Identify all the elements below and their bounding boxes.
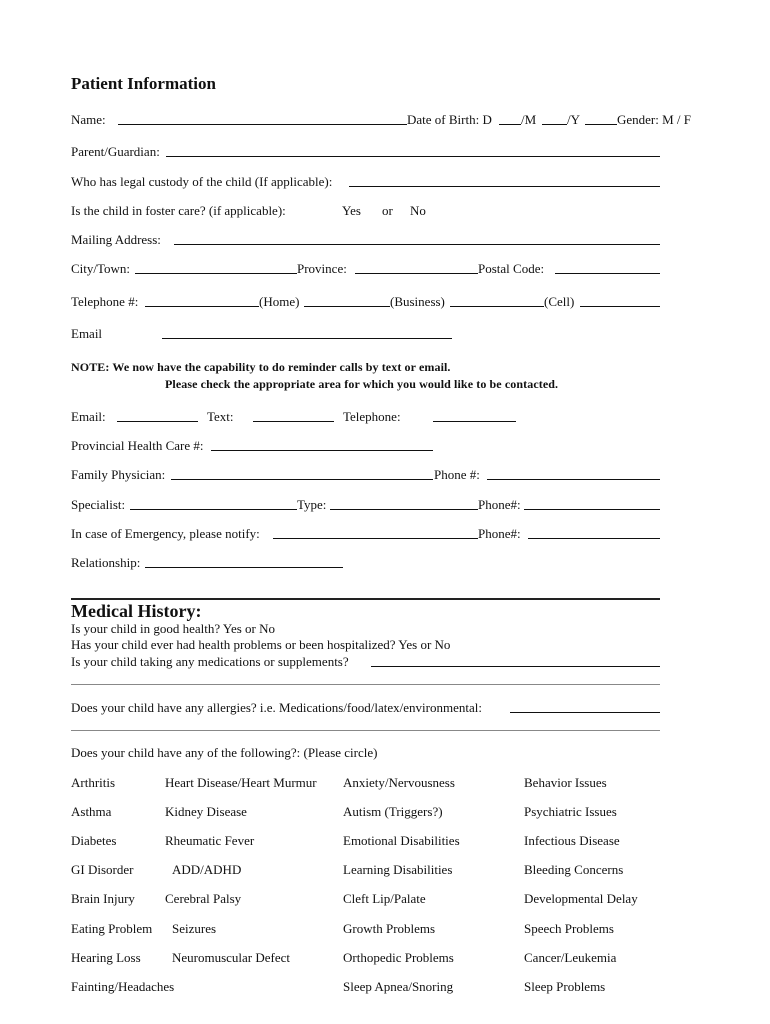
condition-item[interactable]: Neuromuscular Defect [172,950,291,965]
foster-no-option[interactable]: No [410,203,426,218]
note-line-2: Please check the appropriate area for which you would like to be contacted. [165,377,559,391]
condition-item[interactable]: Learning Disabilities [343,862,453,877]
good-health-question[interactable]: Is your child in good health? Yes or No [71,621,276,636]
conditions-question: Does your child have any of the following?: (Please circle) [71,745,378,760]
condition-item[interactable]: Emotional Disabilities [343,833,460,848]
specialist-field[interactable] [130,497,297,510]
condition-item[interactable]: Orthopedic Problems [343,950,454,965]
condition-item[interactable]: Arthritis [71,775,116,790]
specialist-phone-field[interactable] [524,497,660,510]
condition-item[interactable]: Brain Injury [71,891,135,906]
condition-item[interactable]: Cerebral Palsy [165,891,242,906]
relationship-label: Relationship: [71,555,141,570]
condition-item[interactable]: Fainting/Headaches [71,979,175,994]
condition-item[interactable]: Kidney Disease [165,804,247,819]
cell-extra-field[interactable] [580,294,660,307]
relationship-field[interactable] [145,555,343,568]
postal-field[interactable] [555,261,660,274]
medications-question: Is your child taking any medications or supplements? [71,654,349,669]
contact-text-checkbox[interactable] [253,409,334,422]
condition-item[interactable]: Anxiety/Nervousness [343,775,455,790]
contact-telephone-checkbox[interactable] [433,409,516,422]
physician-label: Family Physician: [71,467,166,482]
gender-label[interactable]: Gender: M / F [617,112,692,127]
mailing-field[interactable] [174,232,660,245]
mailing-label: Mailing Address: [71,232,161,247]
dob-month-field[interactable] [542,112,567,125]
condition-item[interactable]: Eating Problem [71,921,153,936]
condition-item[interactable]: Bleeding Concerns [524,862,624,877]
telephone-label: Telephone #: [71,294,139,309]
specialist-phone-label: Phone#: [478,497,521,512]
dob-month-label: /M [521,112,537,127]
condition-item[interactable]: Developmental Delay [524,891,638,906]
condition-item[interactable]: GI Disorder [71,862,134,877]
contact-telephone-label: Telephone: [343,409,401,424]
contact-email-checkbox[interactable] [117,409,198,422]
medications-extra-line[interactable] [71,684,660,685]
contact-email-label: Email: [71,409,106,424]
condition-item[interactable]: Speech Problems [524,921,614,936]
condition-item[interactable]: Infectious Disease [524,833,620,848]
condition-item[interactable]: Asthma [71,804,112,819]
condition-item[interactable]: Sleep Apnea/Snoring [343,979,454,994]
foster-yes-option[interactable]: Yes [342,203,361,218]
hospitalized-question[interactable]: Has your child ever had health problems or been hospitalized? Yes or No [71,637,451,652]
contact-text-label: Text: [207,409,234,424]
custody-field[interactable] [349,174,660,187]
guardian-field[interactable] [166,144,660,157]
emergency-phone-label: Phone#: [478,526,521,541]
emergency-phone-field[interactable] [528,526,660,539]
type-label: Type: [297,497,327,512]
cell-label: (Cell) [544,294,575,309]
page-title: Patient Information [71,74,216,93]
city-field[interactable] [135,261,297,274]
postal-label: Postal Code: [478,261,545,276]
name-row [71,112,106,128]
allergies-extra-line[interactable] [71,730,660,731]
dob-day-field[interactable] [499,112,521,125]
medications-field[interactable] [371,654,660,667]
province-label: Province: [297,261,347,276]
province-field[interactable] [355,261,478,274]
physician-field[interactable] [171,467,433,480]
condition-item[interactable]: Growth Problems [343,921,436,936]
condition-item[interactable]: Diabetes [71,833,117,848]
note-line-1: NOTE: We now have the capability to do reminder calls by text or email. [71,360,451,374]
city-label: City/Town: [71,261,131,276]
condition-item[interactable]: Seizures [172,921,217,936]
health-care-label: Provincial Health Care #: [71,438,204,453]
name-field[interactable] [118,112,407,125]
business-phone-field[interactable] [304,294,390,307]
condition-item[interactable]: Heart Disease/Heart Murmur [165,775,317,790]
allergies-question: Does your child have any allergies? i.e. Medications/food/latex/environmental: [71,700,482,715]
condition-item[interactable]: Psychiatric Issues [524,804,617,819]
health-care-field[interactable] [211,438,433,451]
dob-label: Date of Birth: D [407,112,492,127]
allergies-field[interactable] [510,700,660,713]
specialist-label: Specialist: [71,497,126,512]
physician-phone-field[interactable] [487,467,660,480]
home-phone-field[interactable] [145,294,259,307]
name-label: Name: [71,112,106,127]
condition-item[interactable]: Sleep Problems [524,979,606,994]
medical-history-title: Medical History: [71,601,202,621]
condition-item[interactable]: Hearing Loss [71,950,141,965]
physician-phone-label: Phone #: [434,467,480,482]
section-divider [71,598,660,600]
email-label: Email [71,326,103,341]
condition-item[interactable]: Cleft Lip/Palate [343,891,426,906]
custody-label: Who has legal custody of the child (If applicable): [71,174,333,189]
foster-label: Is the child in foster care? (if applicable): [71,203,286,218]
condition-item[interactable]: Behavior Issues [524,775,607,790]
business-label: (Business) [390,294,445,309]
condition-item[interactable]: Rheumatic Fever [165,833,255,848]
guardian-label: Parent/Guardian: [71,144,160,159]
email-field[interactable] [162,326,452,339]
foster-or-text: or [382,203,393,218]
condition-item[interactable]: ADD/ADHD [172,862,242,877]
type-field[interactable] [330,497,478,510]
condition-item[interactable]: Autism (Triggers?) [343,804,443,819]
cell-phone-field[interactable] [450,294,544,307]
dob-year-field[interactable] [585,112,617,125]
dob-year-label: /Y [567,112,580,127]
emergency-field[interactable] [273,526,478,539]
condition-item[interactable]: Cancer/Leukemia [524,950,617,965]
home-label: (Home) [259,294,300,309]
emergency-label: In case of Emergency, please notify: [71,526,260,541]
